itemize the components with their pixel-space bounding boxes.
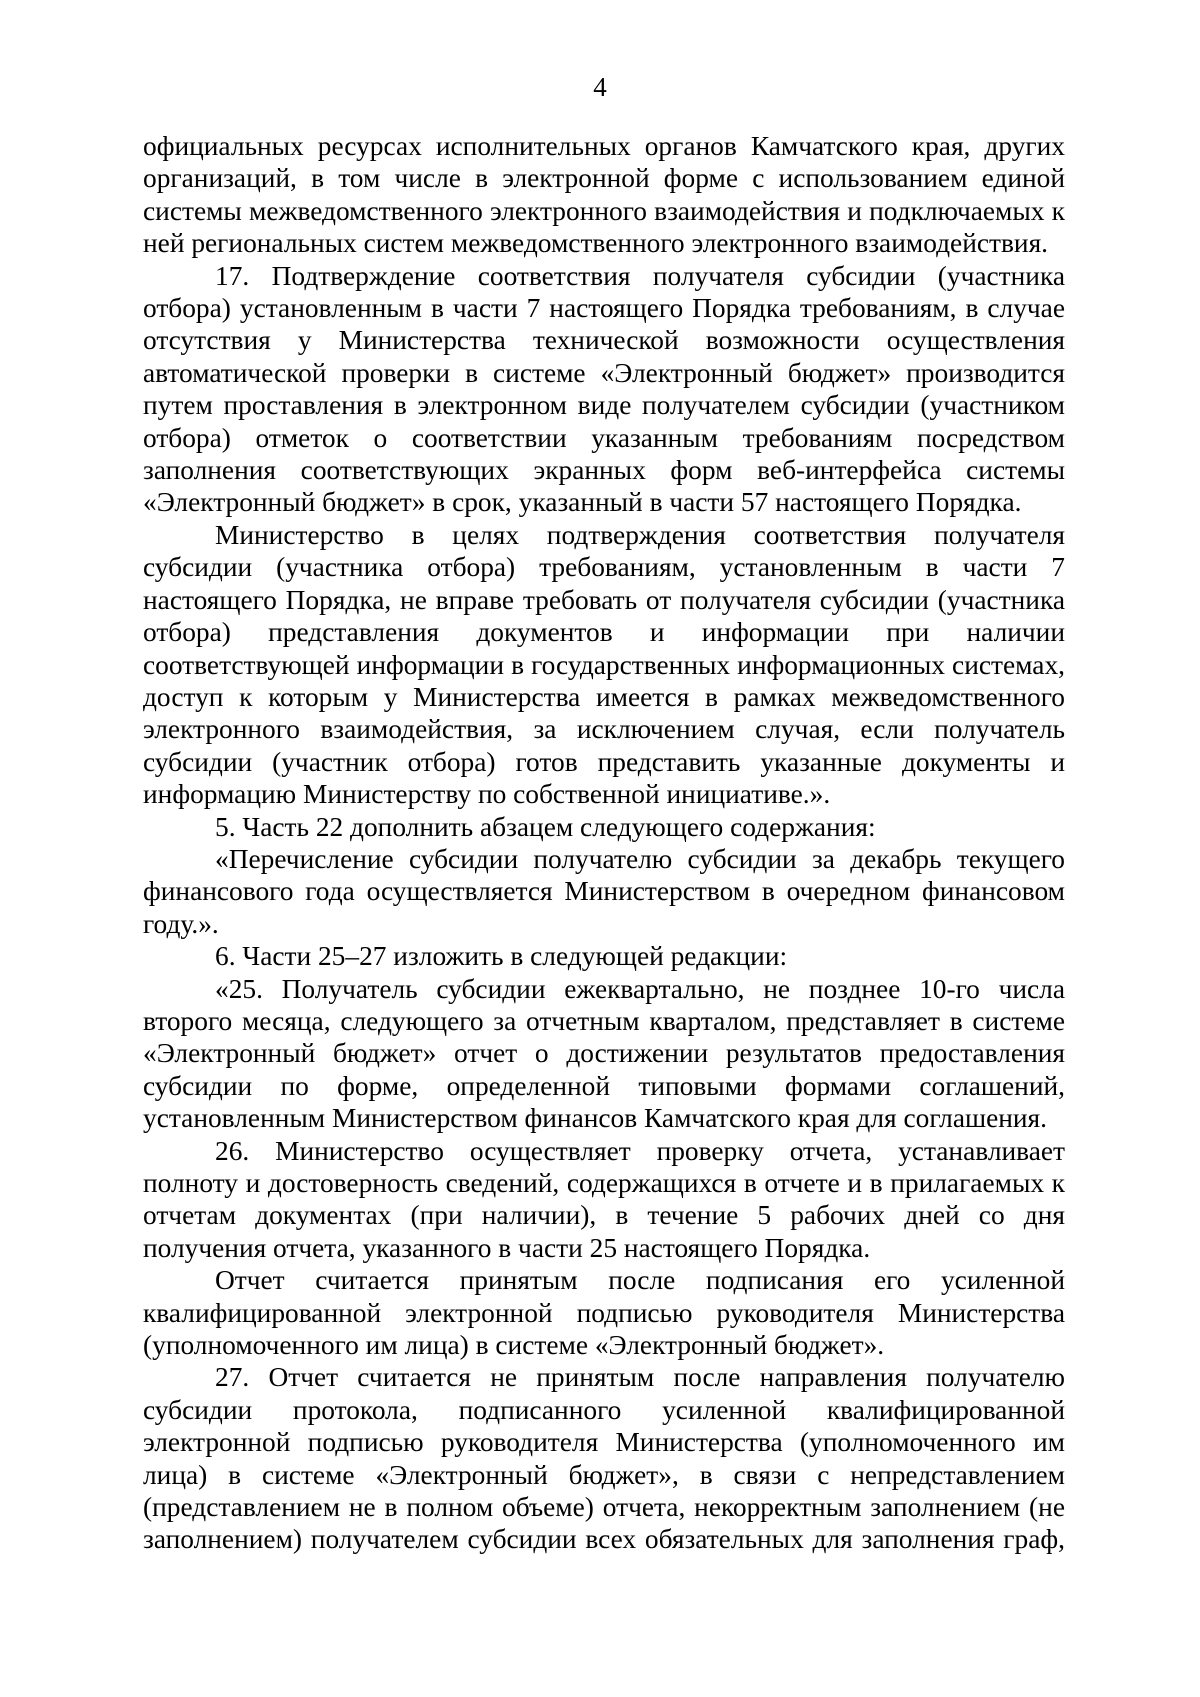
page-number: 4: [593, 72, 607, 102]
paragraph-report-accepted: Отчет считается принятым после подписания его усиленной квалифицированной электронной подписью руководителя Министерства (уполномоченного им лица) в системе «Электронный бюджет».: [143, 1265, 1065, 1361]
paragraph-transfer-december: «Перечисление субсидии получателю субсидии за декабрь текущего финансового года осуществляется Министерством в очередном финансовом году.».: [143, 843, 1065, 939]
paragraph-26: 26. Министерство осуществляет проверку отчета, устанавливает полноту и достоверность сведений, содержащихся в отчете и в прилагаемых к отчетам документах (при наличии), в течение 5 рабочих дней со дня получения отчета, указанного в части 25 настоящего Порядка.: [143, 1135, 1065, 1263]
document-body: [143, 130, 1065, 1556]
paragraph-25: «25. Получатель субсидии ежеквартально, не позднее 10-го числа второго месяца, следующего за отчетным кварталом, представляет в системе «Электронный бюджет» отчет о достижении результатов предоставления субсидии по форме, определенной типовыми формами соглашений, установленным Министерством финансов Камчатского края для соглашения.: [143, 973, 1065, 1134]
paragraph-continuation: официальных ресурсах исполнительных органов Камчатского края, других организаций, в том числе в электронной форме с использованием единой системы межведомственного электронного взаимодействия и подключаемых к ней региональных систем межведомственного электронного взаимодействия.: [143, 131, 1065, 259]
paragraph-27: 27. Отчет считается не принятым после направления получателю субсидии протокола, подписанного усиленной квалифицированной электронной подписью руководителя Министерства (уполномоченного им лица) в системе «Электронный бюджет», в связи с непредставлением (представлением не в полном объеме) отчета, некорректным заполнением (не заполнением) получателем субсидии всех обязательных для заполнения граф,: [143, 1362, 1065, 1555]
paragraph-item-5: 5. Часть 22 дополнить абзацем следующего содержания:: [215, 811, 876, 842]
paragraph-item-6: 6. Части 25–27 изложить в следующей редакции:: [215, 941, 788, 972]
paragraph-ministry-requirements: Министерство в целях подтверждения соответствия получателя субсидии (участника отбора) требованиям, установленным в части 7 настоящего Порядка, не вправе требовать от получателя субсидии (участника отбора) представления документов и информации при наличии соответствующей информации в государственных информационных системах, доступ к которым у Министерства имеется в рамках межведомственного электронного взаимодействия, за исключением случая, если получатель субсидии (участник отбора) готов представить указанные документы и информацию Министерству по собственной инициативе.».: [143, 519, 1065, 810]
paragraph-17: 17. Подтверждение соответствия получателя субсидии (участника отбора) установленным в части 7 настоящего Порядка требованиям, в случае отсутствия у Министерства технической возможности осуществления автоматической проверки в системе «Электронный бюджет» производится путем проставления в электронном виде получателем субсидии (участником отбора) отметок о соответствии указанным требованиям посредством заполнения соответствующих экранных форм веб-интерфейса системы «Электронный бюджет» в срок, указанный в части 57 настоящего Порядка.: [143, 260, 1065, 518]
